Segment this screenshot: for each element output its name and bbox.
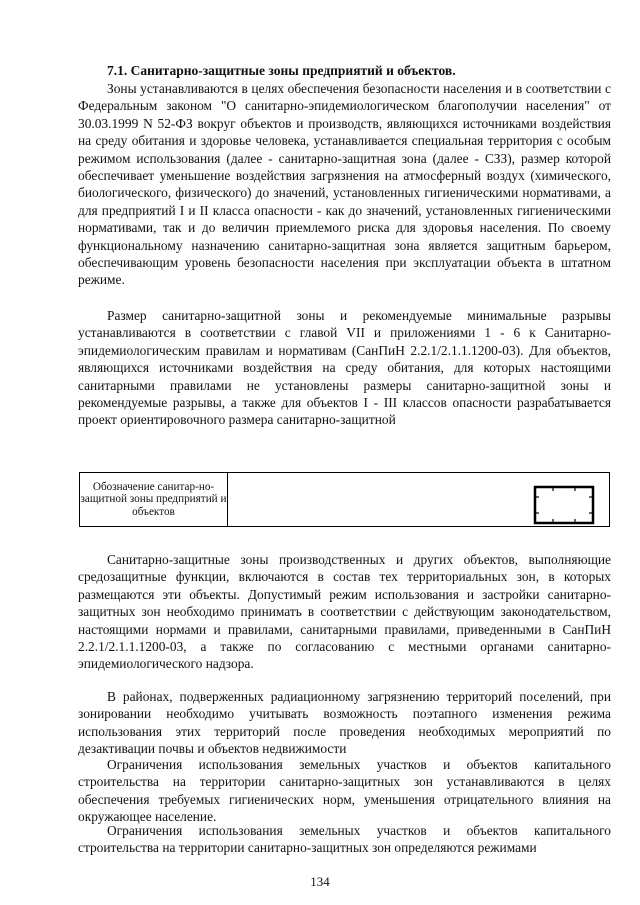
paragraph-zone-size: Размер санитарно-защитной зоны и рекомендуемые минимальные разрывы устанавливаются в соответствии с главой VII и приложениями 1 - 6 к Санитарно-эпидемиологическим правилам и нормативам (СанПиН 2.2.1/2.1.1.1200-03). Для объектов, являющихся источниками воздействия на среду обитания, для которых настоящими санитарными правилами не установлены размеры санитарно-защитной зоны и рекомендуемые разрывы, а также для объектов I - III классов опасности разрабатывается проект ориентировочного размера санитарно-защитной	[78, 308, 611, 428]
legend-table	[79, 472, 610, 527]
legend-label: Обозначение санитар-но-защитной зоны предприятий и объектов	[80, 473, 228, 527]
section-heading: 7.1. Санитарно-защитные зоны предприятий и объектов.	[107, 63, 456, 78]
page-number: 134	[310, 874, 330, 889]
paragraph-zones-purpose: Зоны устанавливаются в целях обеспечения безопасности населения и в соответствии с Федеральным законом "О санитарно-эпидемиологическом благополучии населения" от 30.03.1999 N 52-ФЗ вокруг объектов и производств, являющихся источниками воздействия на среду обитания и здоровье человека, устанавливается специальная территория с особым режимом использования (далее - санитарно-защитная зона (далее - СЗЗ), размер которой обеспечивает уменьшение воздействия загрязнения на атмосферный воздух (химического, биологического, физического) до значений, установленных гигиеническими нормативами, а для предприятий I и II класса опасности - как до значений, установленных гигиеническими нормативами, так и до величин приемлемого риска для здоровья населения. По своему функциональному назначению санитарно-защитная зона является защитным барьером, обеспечивающим уровень безопасности населения при эксплуатации объекта в штатном режиме.	[78, 81, 611, 288]
paragraph-radiation-areas: В районах, подверженных радиационному загрязнению территорий поселений, при зонировании необходимо учитывать возможность поэтапного изменения режима использования этих территорий после проведения необходимых мероприятий по дезактивации почвы и объектов недвижимости	[78, 689, 611, 757]
legend-symbol-cell	[228, 473, 610, 527]
paragraph-zone-composition: Санитарно-защитные зоны производственных и других объектов, выполняющие средозащитные функции, включаются в состав тех территориальных зон, в которых размещаются эти объекты. Допустимый режим использования и застройки санитарно-защитных зон необходимо принимать в соответствии с действующим законодательством, настоящими нормами и правилами, санитарными правилами, приведенными в СанПиН 2.2.1/2.1.1.1200-03, а также по согласованию с местными органами санитарно-эпидемиологического надзора.	[78, 552, 611, 672]
paragraph-land-use-restrictions: Ограничения использования земельных участков и объектов капитального строительства на территории санитарно-защитных зон устанавливаются в целях обеспечения требуемых гигиенических норм, уменьшения отрицательного влияния на окружающее население.	[78, 757, 611, 825]
paragraph-restriction-regimes: Ограничения использования земельных участков и объектов капитального строительства на территории санитарно-защитных зон определяются режимами	[78, 823, 611, 856]
dashed-rectangle-zone-symbol-icon	[533, 485, 595, 525]
